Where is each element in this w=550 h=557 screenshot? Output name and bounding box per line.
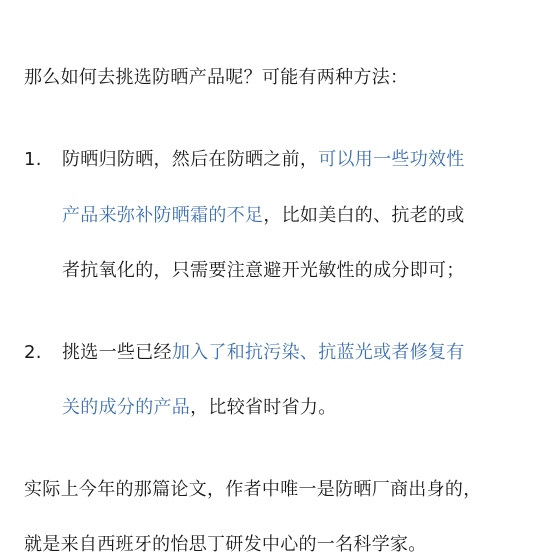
plain-text: ，比较省时省力。 (190, 397, 337, 418)
intro-text: 那么如何去挑选防晒产品呢？可能有两种方法： (24, 67, 409, 88)
list-item-2-line-1 (24, 341, 465, 365)
list-item-number: 1. (24, 149, 42, 170)
paragraph-line-1: 实际上今年的那篇论文，作者中唯一是防晒厂商出身的， (24, 479, 482, 500)
paragraph-line-2: 就是来自西班牙的怡思丁研发中心的一名科学家。 (24, 534, 427, 555)
highlighted-text: 可以用一些功效性 (318, 149, 465, 170)
highlighted-text: 关的成分的产品 (62, 397, 191, 418)
list-item-2-line-2 (62, 396, 337, 420)
list-item-1-line-1 (24, 148, 465, 172)
list-item-number: 2. (24, 342, 42, 363)
plain-text: 者抗氧化的，只需要注意避开光敏性的成分即可； (62, 260, 465, 281)
highlighted-text: 加入了和抗污染、抗蓝光或者修复有 (171, 342, 465, 363)
list-item-1-line-2 (62, 204, 465, 228)
plain-text: 挑选一些已经 (62, 342, 172, 363)
list-item-1-line-3 (62, 259, 465, 283)
plain-text: 防晒归防晒，然后在防晒之前， (62, 149, 319, 170)
highlighted-text: 产品来弥补防晒霜的不足 (62, 205, 264, 226)
plain-text: ，比如美白的、抗老的或 (263, 205, 465, 226)
